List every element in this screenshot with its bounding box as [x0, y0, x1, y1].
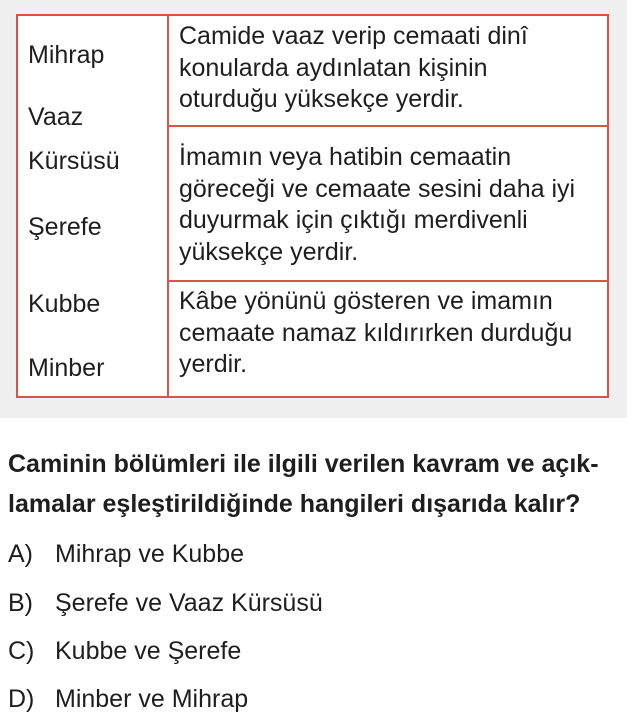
term-vaaz: Vaaz — [28, 103, 84, 131]
term-kubbe: Kubbe — [28, 290, 101, 318]
option-letter: D) — [8, 685, 35, 713]
option-letter: C) — [8, 637, 35, 665]
row-divider — [167, 280, 607, 282]
term-mihrap: Mihrap — [28, 41, 105, 69]
description-line: yerdir. — [179, 350, 248, 378]
description-line: konularda aydınlatan kişinin — [179, 53, 488, 82]
option-letter: B) — [8, 589, 33, 617]
description-2 — [179, 142, 607, 268]
description-1 — [179, 21, 607, 116]
description-line: göreceği ve cemaate sesini daha iyi — [179, 174, 576, 203]
option-b[interactable] — [8, 587, 323, 619]
column-divider — [167, 16, 169, 396]
question-text — [8, 444, 640, 524]
description-line: Kâbe yönünü gösteren ve imamın — [179, 287, 553, 315]
term-minber: Minber — [28, 354, 105, 382]
description-line: oturduğu yüksekçe yerdir. — [179, 85, 464, 113]
option-text: Şerefe ve Vaaz Kürsüsü — [55, 589, 323, 617]
term-serefe: Şerefe — [28, 213, 102, 241]
question-line-1: Caminin bölümleri ile ilgili verilen kavram ve açık- — [8, 450, 599, 478]
term-kursusu: Kürsüsü — [28, 147, 120, 175]
description-line: cemaate namaz kıldırırken durduğu — [179, 318, 573, 347]
description-line: İmamın veya hatibin cemaatin — [179, 143, 512, 171]
option-text: Minber ve Mihrap — [55, 685, 249, 713]
description-line: Camide vaaz verip cemaati dinî — [179, 22, 528, 50]
description-3 — [179, 286, 607, 381]
option-c[interactable] — [8, 635, 241, 667]
description-line: yüksekçe yerdir. — [179, 237, 359, 266]
option-text: Mihrap ve Kubbe — [55, 540, 245, 568]
option-d[interactable] — [8, 683, 248, 715]
option-text: Kubbe ve Şerefe — [55, 637, 242, 665]
row-divider — [167, 125, 607, 127]
option-a[interactable] — [8, 538, 244, 570]
matching-table — [16, 14, 609, 398]
description-line: duyurmak için çıktığı merdivenli — [179, 206, 528, 234]
option-letter: A) — [8, 540, 33, 568]
question-line-2: lamalar eşleştirildiğinde hangileri dışarıda kalır? — [8, 490, 581, 518]
